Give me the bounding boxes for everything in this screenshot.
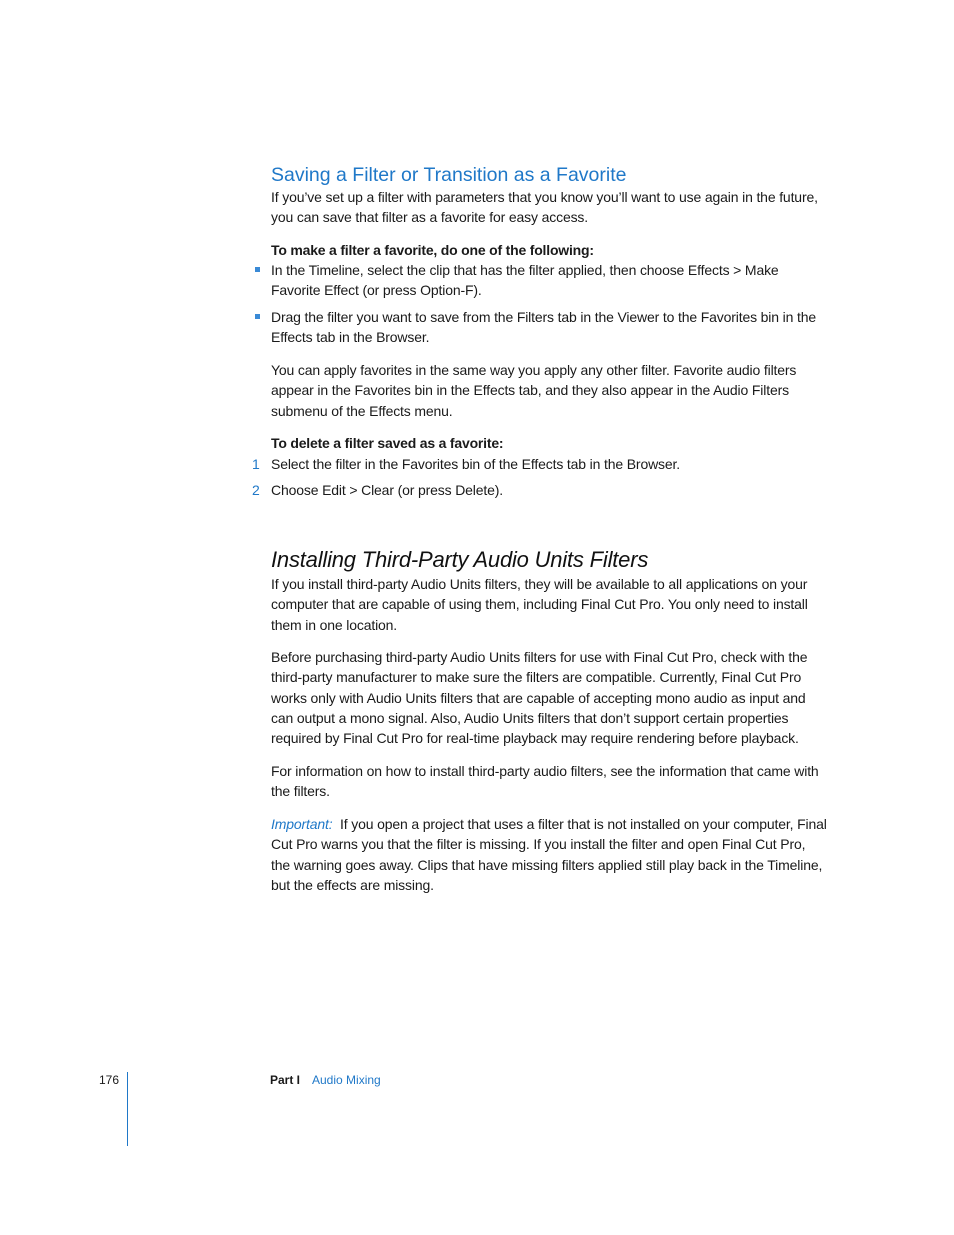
bullet-icon [255,314,260,319]
important-label: Important: [271,816,333,832]
task-heading-delete-favorite: To delete a filter saved as a favorite: [271,435,504,451]
section-heading-third-party: Installing Third-Party Audio Units Filters [271,547,649,572]
third-party-paragraph-1: If you install third-party Audio Units filters, they will be available to all applications on your computer that are capable of using them, including Final Cut Pro. You only need to install them in one location. [271,576,808,633]
bullet-item: Drag the filter you want to save from the Filters tab in the Viewer to the Favorites bin in the Effects tab in the Browser. [271,309,816,346]
bullet-item: In the Timeline, select the clip that has the filter applied, then choose Effects > Make Favorite Effect (or press Option-F). [271,262,779,299]
step-text: Choose Edit > Clear (or press Delete). [271,482,504,498]
favorites-note-paragraph: You can apply favorites in the same way you apply any other filter. Favorite audio filters appear in the Favorites bin in the Effects tab, and they also appear in the Audio Filters submenu of the Effects menu. [271,362,797,419]
footer-section-label: Audio Mixing [312,1073,381,1087]
third-party-paragraph-3: For information on how to install third-party audio filters, see the information that came with the filters. [271,763,819,800]
important-text: If you open a project that uses a filter that is not installed on your computer, Final Cut Pro warns you that the filter is missing. If you install the filter and open Final Cut Pro, the warning goes away. Clips that have missing filters applied still play back in the Timeline, but the effects are missing. [271,816,827,893]
footer-divider [127,1072,128,1146]
third-party-paragraph-2: Before purchasing third-party Audio Units filters for use with Final Cut Pro, check with the third-party manufacturer to make sure the filters are compatible. Currently, Final Cut Pro works only with Audio Units filters that are capable of accepting mono audio as input and can output a mono signal. Also, Audio Units filters that don’t support certain properties required by Final Cut Pro for real-time playback may require rendering before playback. [271,649,808,747]
bullet-icon [255,267,260,272]
important-note [271,814,827,895]
task-heading-make-favorite: To make a filter a favorite, do one of the following: [271,242,594,258]
section-heading-saving-favorite: Saving a Filter or Transition as a Favorite [271,164,627,186]
step-number: 2 [252,482,260,498]
page-number: 176 [99,1073,120,1087]
step-text: Select the filter in the Favorites bin of the Effects tab in the Browser. [271,456,681,472]
step-number: 1 [252,456,260,472]
intro-paragraph: If you’ve set up a filter with parameters that you know you’ll want to use again in the future, you can save that filter as a favorite for easy access. [271,189,818,226]
footer-part-label: Part I [270,1073,301,1087]
